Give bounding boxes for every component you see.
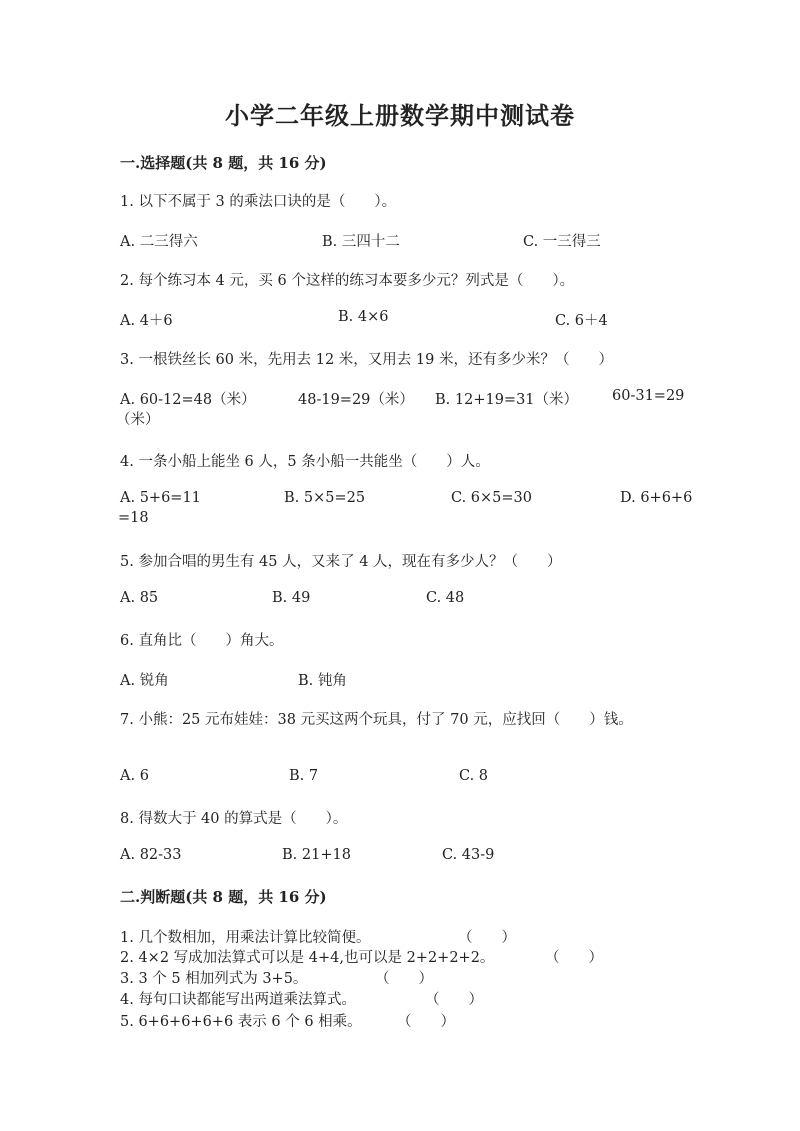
q3-option-a-step2: 48-19=29（米） xyxy=(298,392,414,408)
judge-item-1: 1. 几个数相加，用乘法计算比较简便。 xyxy=(120,930,371,946)
question-1: 1. 以下不属于 3 的乘法口诀的是（ ）。 xyxy=(120,194,397,210)
question-3: 3. 一根铁丝长 60 米，先用去 12 米，又用去 19 米，还有多少米？（ ） xyxy=(120,352,613,368)
q5-option-a: A. 85 xyxy=(120,590,159,606)
judge-paren-4: （ ） xyxy=(425,992,483,1008)
question-6: 6. 直角比（ ）角大。 xyxy=(120,633,284,649)
question-8: 8. 得数大于 40 的算式是（ ）。 xyxy=(120,811,348,827)
q3-option-wrap: （米） xyxy=(116,412,160,428)
q1-option-c: C. 一三得三 xyxy=(523,234,601,250)
q6-option-a: A. 锐角 xyxy=(120,673,169,689)
page-title: 小学二年级上册数学期中测试卷 xyxy=(225,101,575,130)
q1-option-a: A. 二三得六 xyxy=(120,234,198,250)
judge-item-3: 3. 3 个 5 相加列式为 3+5。 xyxy=(120,971,308,987)
question-5: 5. 参加合唱的男生有 45 人，又来了 4 人，现在有多少人？（ ） xyxy=(120,554,562,570)
judge-paren-5: （ ） xyxy=(397,1014,455,1030)
judge-item-5: 5. 6+6+6+6+6 表示 6 个 6 相乘。 xyxy=(120,1014,362,1030)
judge-paren-2: （ ） xyxy=(545,950,603,966)
section-heading-judgment: 二.判断题(共 8 题，共 16 分) xyxy=(120,888,327,906)
q2-option-a: A. 4＋6 xyxy=(120,313,173,329)
q8-option-c: C. 43-9 xyxy=(442,847,495,863)
q3-option-b: B. 12+19=31（米） xyxy=(435,392,579,408)
judge-paren-1: （ ） xyxy=(458,930,516,946)
q4-option-b: B. 5×5=25 xyxy=(284,490,366,506)
judge-paren-3: （ ） xyxy=(375,971,433,987)
q5-option-b: B. 49 xyxy=(272,590,311,606)
question-2: 2. 每个练习本 4 元，买 6 个这样的练习本要多少元？列式是（ ）。 xyxy=(120,273,575,289)
question-7: 7. 小熊：25 元布娃娃：38 元买这两个玩具，付了 70 元，应找回（ ）钱。 xyxy=(120,712,633,728)
q6-option-b: B. 钝角 xyxy=(298,673,347,689)
q3-option-a: A. 60-12=48（米） xyxy=(120,392,256,408)
judge-item-4: 4. 每句口诀都能写出两道乘法算式。 xyxy=(120,992,356,1008)
question-4: 4. 一条小船上能坐 6 人，5 条小船一共能坐（ ）人。 xyxy=(120,454,490,470)
q7-option-c: C. 8 xyxy=(459,768,489,784)
q1-option-b: B. 三四十二 xyxy=(322,234,400,250)
q4-option-d: D. 6+6+6 xyxy=(620,490,693,506)
q5-option-c: C. 48 xyxy=(426,590,465,606)
q3-option-b-step2: 60-31=29 xyxy=(612,388,685,404)
q2-option-b: B. 4×6 xyxy=(338,309,389,325)
q7-option-b: B. 7 xyxy=(289,768,319,784)
q2-option-c: C. 6＋4 xyxy=(555,313,608,329)
q4-option-wrap: =18 xyxy=(118,510,149,526)
judge-item-2: 2. 4×2 写成加法算式可以是 4+4,也可以是 2+2+2+2。 xyxy=(120,950,495,966)
q8-option-b: B. 21+18 xyxy=(282,847,351,863)
q7-option-a: A. 6 xyxy=(120,768,149,784)
q4-option-a: A. 5+6=11 xyxy=(120,490,201,506)
section-heading-choice: 一.选择题(共 8 题，共 16 分) xyxy=(120,154,327,172)
q8-option-a: A. 82-33 xyxy=(120,847,182,863)
q4-option-c: C. 6×5=30 xyxy=(451,490,532,506)
